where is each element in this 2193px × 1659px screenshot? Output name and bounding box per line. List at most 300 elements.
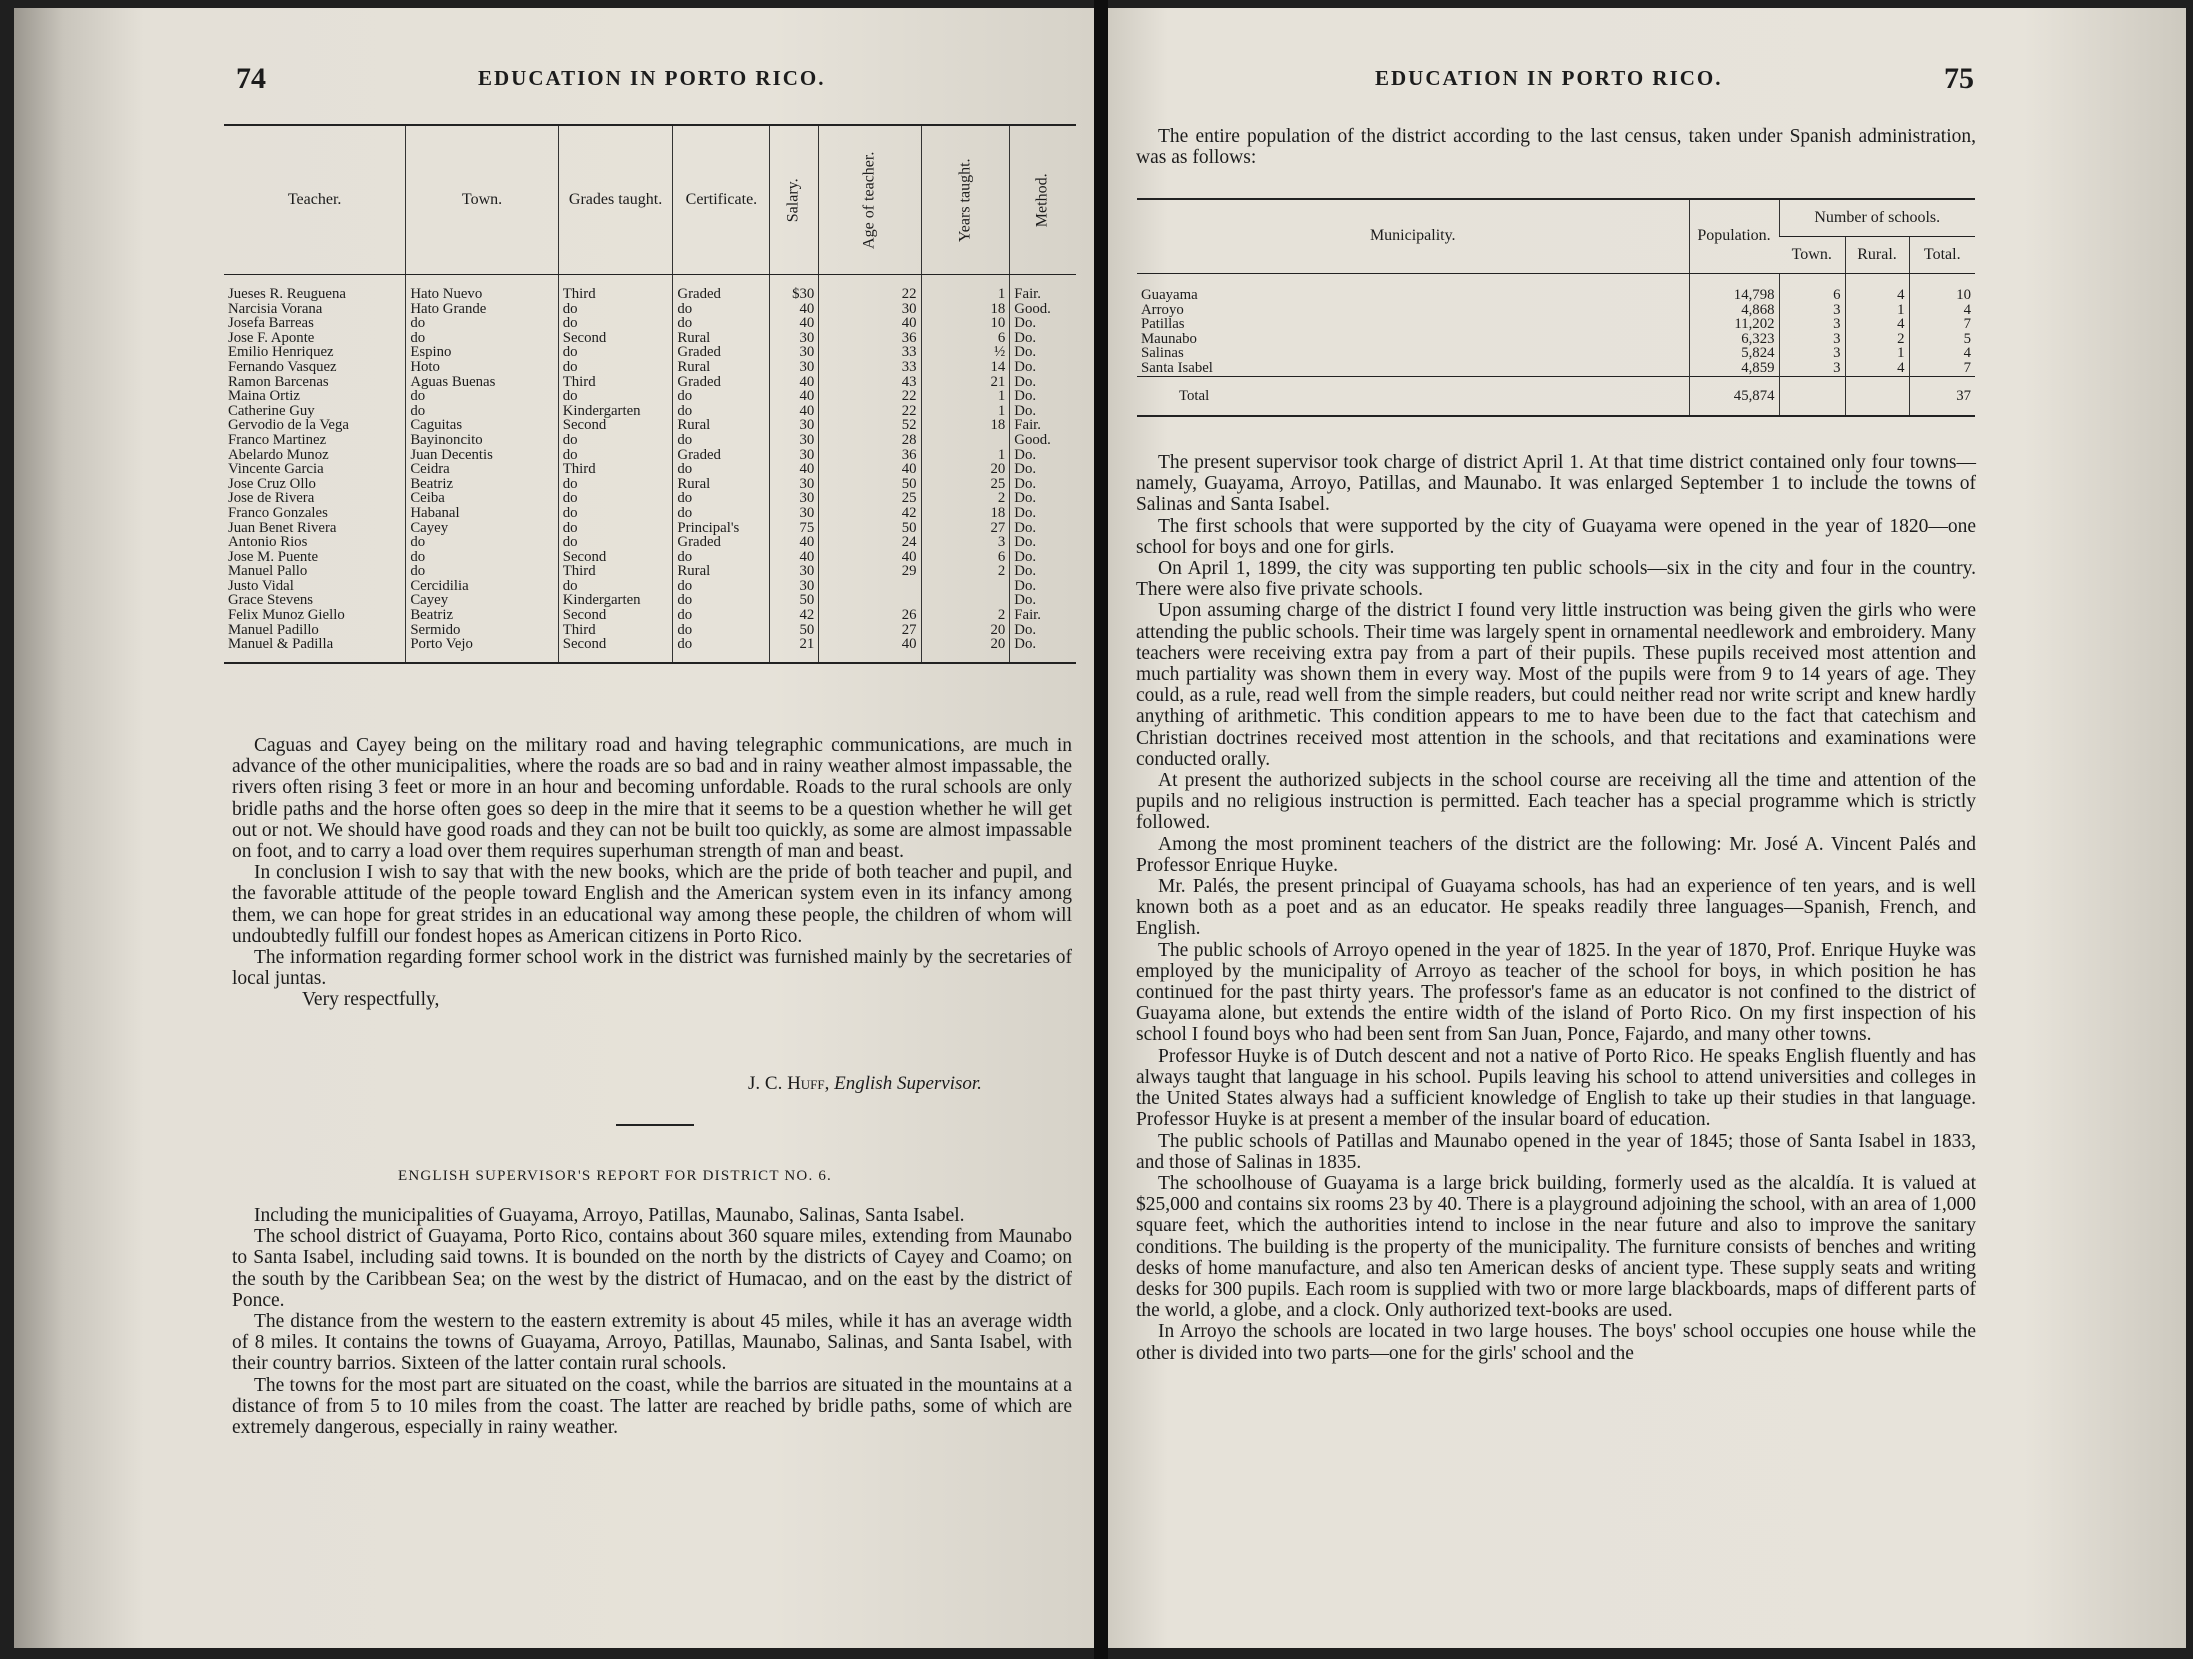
table-cell: 40 [770, 375, 819, 390]
table-cell: Abelardo Munoz [228, 447, 329, 463]
table-cell: Do. [1010, 331, 1076, 346]
table-cell: ½ [921, 345, 1010, 360]
table-cell: do [673, 404, 770, 419]
table-cell: 30 [770, 477, 819, 492]
table-cell: 30 [770, 360, 819, 375]
table-cell: do [558, 389, 673, 404]
table-cell: Do. [1010, 535, 1076, 550]
table-cell: 21 [921, 375, 1010, 390]
table-cell: 36 [819, 448, 921, 463]
table-cell: Emilio Henriquez [228, 345, 334, 360]
table-cell: 2 [1845, 332, 1909, 347]
teacher-table [224, 124, 1076, 664]
paragraph: The present supervisor took charge of district April 1. At that time district contained only four towns—namely, Guayama, Arroyo, Patillas, and Maunabo. It was enlarged September 1 to include the towns of Salinas and Santa Isabel. [1136, 452, 1976, 516]
table-cell: Good. [1010, 302, 1076, 317]
table-cell: Graded [673, 448, 770, 463]
table-row [224, 593, 1076, 608]
right-body-text [1136, 452, 1976, 1364]
table-cell: do [673, 433, 770, 448]
section-heading: ENGLISH SUPERVISOR'S REPORT FOR DISTRICT NO. 6. [398, 1168, 833, 1184]
table-cell: do [558, 535, 673, 550]
population-table [1137, 198, 1975, 417]
paragraph: Professor Huyke is of Dutch descent and not a native of Porto Rico. He speaks English fluently and has always taught that language in his school. Pupils leaving his school to attend universities and colleges in the United States always had a sufficient knowledge of English to take up their studies in that language. Professor Huyke is at present a member of the insular board of education. [1136, 1045, 1976, 1131]
table-cell: Rural [673, 418, 770, 433]
population-table-header [1137, 199, 1975, 237]
paragraph: On April 1, 1899, the city was supporting ten public schools—six in the city and four in the country. There were also five private schools. [1136, 558, 1976, 601]
table-cell: 1 [921, 275, 1010, 302]
paragraph: The public schools of Patillas and Maunabo opened in the year of 1845; those of Santa Isabel in 1833, and those of Salinas in 1835. [1136, 1130, 1976, 1173]
table-cell: 30 [770, 506, 819, 521]
table-cell: Ramon Barcenas [228, 374, 329, 390]
table-row [224, 579, 1076, 594]
table-row [224, 623, 1076, 638]
col-teacher: Teacher. [224, 125, 406, 275]
table-row [224, 564, 1076, 579]
table-cell: Third [558, 275, 673, 302]
table-cell: do [558, 302, 673, 317]
signature-title: English Supervisor. [834, 1073, 982, 1094]
left-body-text [232, 735, 1072, 1011]
table-cell: Cercidilia [406, 579, 558, 594]
table-cell: 5,824 [1689, 346, 1779, 361]
table-cell: 1 [1845, 303, 1909, 318]
table-row [224, 448, 1076, 463]
table-cell: 4 [1909, 303, 1975, 318]
table-cell: Kindergarten [558, 404, 673, 419]
table-cell: 3 [921, 535, 1010, 550]
table-cell: Kindergarten [558, 593, 673, 608]
table-cell: do [673, 491, 770, 506]
col-years: Years taught. [921, 125, 1010, 275]
paragraph: Among the most prominent teachers of the district are the following: Mr. José A. Vincent Palés and Professor Enrique Huyke. [1136, 833, 1976, 876]
table-cell: 6 [1779, 274, 1845, 303]
table-cell: 40 [770, 550, 819, 565]
table-cell: 22 [819, 404, 921, 419]
table-cell: 27 [819, 623, 921, 638]
table-cell: 52 [819, 418, 921, 433]
table-row [224, 462, 1076, 477]
paragraph: In Arroyo the schools are located in two large houses. The boys' school occupies one house while the other is divided into two parts—one for the girls' school and the [1136, 1321, 1976, 1364]
table-cell: 40 [819, 550, 921, 565]
table-row [1137, 332, 1975, 347]
table-cell: Gervodio de la Vega [228, 418, 349, 433]
table-cell: Sermido [406, 623, 558, 638]
table-cell: Second [558, 637, 673, 663]
table-row [224, 637, 1076, 663]
table-cell: 20 [921, 623, 1010, 638]
right-page-number: 75 [1944, 62, 1974, 95]
table-cell: Beatriz [406, 608, 558, 623]
table-cell: Do. [1010, 491, 1076, 506]
table-cell: Second [558, 608, 673, 623]
table-cell: do [673, 623, 770, 638]
table-cell: Do. [1010, 375, 1076, 390]
table-cell: 18 [921, 302, 1010, 317]
table-cell: do [673, 316, 770, 331]
table-cell: 1 [1845, 346, 1909, 361]
table-cell: 6 [921, 550, 1010, 565]
table-row [224, 491, 1076, 506]
table-cell: Hato Grande [406, 302, 558, 317]
total-rural [1845, 376, 1909, 416]
table-cell: 2 [921, 608, 1010, 623]
col-certificate: Certificate. [673, 125, 770, 275]
table-row [224, 535, 1076, 550]
table-cell: 25 [921, 477, 1010, 492]
paragraph: The public schools of Arroyo opened in the year of 1825. In the year of 1870, Prof. Enrique Huyke was employed by the municipality of Arroyo as teacher of the school for boys, in which position he has continued for the past thirty years. The professor's fame as an educator is not confined to the district of Guayama alone, but extends the entire width of the island of Porto Rico. On my first inspection of his school I found boys who had been sent from San Juan, Ponce, Fajardo, and many other towns. [1136, 939, 1976, 1046]
table-row [224, 316, 1076, 331]
table-cell: 30 [770, 418, 819, 433]
table-cell: Felix Munoz Giello [228, 608, 345, 623]
table-cell: Do. [1010, 623, 1076, 638]
table-cell: Do. [1010, 637, 1076, 663]
paragraph: The entire population of the district according to the last census, taken under Spanish administration, was as follows: [1136, 126, 1976, 169]
table-cell: 30 [770, 491, 819, 506]
table-cell [819, 579, 921, 594]
table-cell: do [406, 564, 558, 579]
table-cell: do [406, 331, 558, 346]
table-cell: 4,868 [1689, 303, 1779, 318]
table-cell: Third [558, 564, 673, 579]
table-cell: 3 [1779, 303, 1845, 318]
table-cell: do [558, 477, 673, 492]
table-cell: 27 [921, 521, 1010, 536]
table-cell [921, 579, 1010, 594]
table-cell: do [406, 535, 558, 550]
total-label: Total [1137, 376, 1689, 416]
book-gutter [1094, 0, 1108, 1659]
table-cell: do [673, 637, 770, 663]
table-cell: 30 [770, 331, 819, 346]
table-cell: Rural [673, 331, 770, 346]
table-cell: Do. [1010, 521, 1076, 536]
table-cell [921, 593, 1010, 608]
table-row [224, 550, 1076, 565]
col-town: Town. [406, 125, 558, 275]
table-cell: Juan Decentis [406, 448, 558, 463]
table-cell: 3 [1779, 317, 1845, 332]
table-row [1137, 361, 1975, 376]
table-cell: Aguas Buenas [406, 375, 558, 390]
table-cell: 43 [819, 375, 921, 390]
table-cell: 30 [770, 564, 819, 579]
table-cell: Rural [673, 477, 770, 492]
table-cell: 4,859 [1689, 361, 1779, 376]
table-cell: Josefa Barreas [228, 316, 314, 331]
table-cell: 40 [819, 316, 921, 331]
table-cell: 50 [770, 623, 819, 638]
table-row [224, 389, 1076, 404]
col-number-of-schools: Number of schools. [1779, 199, 1975, 237]
table-cell: do [673, 593, 770, 608]
closing: Very respectfully, [302, 989, 440, 1011]
paragraph: Upon assuming charge of the district I found very little instruction was being given the girls who were attending the public schools. Their time was largely spent in ornamental needlework and embroidery. Many teachers were receiving extra pay from a part of their pupils. These pupils received most attention and much partiality was shown them in every way. Most of the pupils were from 9 to 14 years of age. They could, as a rule, read well from the simple readers, but could neither read nor write script and knew hardly anything of arithmetic. This condition appears to me to have been due to the fact that catechism and Christian doctrines received most attention in the schools, and that recitations and examinations were conducted orally. [1136, 600, 1976, 770]
table-cell: do [673, 389, 770, 404]
table-cell: Do. [1010, 550, 1076, 565]
signature [748, 1073, 982, 1095]
table-cell: 6,323 [1689, 332, 1779, 347]
table-cell: 3 [1779, 361, 1845, 376]
table-cell: Do. [1010, 316, 1076, 331]
table-cell: Fair. [1010, 418, 1076, 433]
table-cell: Porto Vejo [406, 637, 558, 663]
table-cell: 30 [819, 302, 921, 317]
table-cell: Antonio Rios [228, 535, 308, 550]
table-cell: 40 [819, 462, 921, 477]
table-cell: Espino [406, 345, 558, 360]
table-cell: Catherine Guy [228, 403, 315, 419]
table-cell: 21 [770, 637, 819, 663]
table-cell: 50 [819, 477, 921, 492]
table-row [224, 275, 1076, 302]
table-cell: 3 [1779, 332, 1845, 347]
left-page-number: 74 [236, 62, 266, 95]
table-cell: Do. [1010, 579, 1076, 594]
paragraph: The distance from the western to the eastern extremity is about 45 miles, while it has an average width of 8 miles. It contains the towns of Guayama, Arroyo, Patillas, Maunabo, Salinas, and Santa Isabel, with their country barrios. Sixteen of the latter contain rural schools. [232, 1311, 1072, 1375]
table-cell: 40 [819, 637, 921, 663]
table-cell: Rural [673, 564, 770, 579]
table-cell: Juan Benet Rivera [228, 520, 337, 536]
right-running-head: EDUCATION IN PORTO RICO. [1375, 66, 1723, 90]
total-population: 45,874 [1689, 376, 1779, 416]
table-row [1137, 346, 1975, 361]
table-cell: Do. [1010, 389, 1076, 404]
table-cell: 20 [921, 462, 1010, 477]
table-cell: 29 [819, 564, 921, 579]
table-cell: 18 [921, 506, 1010, 521]
table-cell: Patillas [1141, 316, 1185, 333]
table-cell: 1 [921, 448, 1010, 463]
table-cell: Third [558, 375, 673, 390]
table-cell: do [558, 316, 673, 331]
table-cell: Franco Gonzales [228, 505, 328, 521]
table-cell: $30 [770, 275, 819, 302]
table-cell: do [673, 462, 770, 477]
table-cell: 4 [1909, 346, 1975, 361]
table-cell: Do. [1010, 404, 1076, 419]
table-row [224, 433, 1076, 448]
table-cell: Manuel Pallo [228, 564, 308, 579]
table-cell: Manuel Padillo [228, 622, 319, 638]
table-cell: do [406, 404, 558, 419]
table-row [1137, 274, 1975, 303]
table-cell: 30 [770, 579, 819, 594]
table-cell: Do. [1010, 564, 1076, 579]
table-cell: 42 [819, 506, 921, 521]
table-cell: do [673, 302, 770, 317]
paragraph: Including the municipalities of Guayama, Arroyo, Patillas, Maunabo, Salinas, Santa Isabel. [254, 1205, 965, 1226]
table-cell: 40 [770, 302, 819, 317]
population-intro [1136, 126, 1976, 168]
table-cell: 50 [770, 593, 819, 608]
col-method: Method. [1010, 125, 1076, 275]
table-cell: Jose F. Aponte [228, 330, 315, 346]
table-cell: 50 [819, 521, 921, 536]
col-town-schools: Town. [1779, 237, 1845, 274]
population-table-body [1137, 274, 1975, 377]
table-cell: Do. [1010, 593, 1076, 608]
table-cell: 20 [921, 637, 1010, 663]
table-row [1137, 317, 1975, 332]
table-cell: do [558, 360, 673, 375]
table-cell: 30 [770, 433, 819, 448]
table-row [224, 302, 1076, 317]
table-cell: do [673, 608, 770, 623]
table-cell: Rural [673, 360, 770, 375]
table-cell: Guayama [1141, 287, 1198, 303]
table-cell: Do. [1010, 345, 1076, 360]
table-row [224, 477, 1076, 492]
table-cell [921, 433, 1010, 448]
table-row [224, 345, 1076, 360]
table-cell: 11,202 [1689, 317, 1779, 332]
table-cell: 22 [819, 275, 921, 302]
table-cell: 5 [1909, 332, 1975, 347]
table-cell: Maunabo [1141, 330, 1197, 347]
col-grades: Grades taught. [558, 125, 673, 275]
table-cell: 30 [770, 448, 819, 463]
table-cell: Third [558, 462, 673, 477]
col-population: Population. [1689, 199, 1779, 274]
signature-name: J. C. Huff, [748, 1073, 830, 1094]
table-row [224, 521, 1076, 536]
table-cell: 2 [921, 491, 1010, 506]
paragraph: The schoolhouse of Guayama is a large brick building, formerly used as the alcaldía. It is valued at $25,000 and contains six rooms 23 by 40. There is a playground adjoining the school, with an area of 1,000 square feet, which the authorities intend to inclose in the near future and also to improve the sanitary conditions. The building is the property of the municipality. The furniture consists of benches and writing desks of home manufacture, and also ten American desks of ancient type. These supply seats and writing desks for 300 pupils. Each room is supplied with two or more large blackboards, maps of different parts of the world, a globe, and a clock. Only authorized text-books are used. [1136, 1172, 1976, 1322]
table-row [224, 375, 1076, 390]
table-row [224, 360, 1076, 375]
table-cell: 14 [921, 360, 1010, 375]
col-total-schools: Total. [1909, 237, 1975, 274]
col-age: Age of teacher. [819, 125, 921, 275]
paragraph: The information regarding former school work in the district was furnished mainly by the secretaries of local juntas. [232, 947, 1072, 990]
table-cell [819, 593, 921, 608]
table-cell: 22 [819, 389, 921, 404]
paragraph: The first schools that were supported by the city of Guayama were opened in the year of 1820—one school for boys and one for girls. [1136, 515, 1976, 558]
table-cell: Bayinoncito [406, 433, 558, 448]
left-running-head: EDUCATION IN PORTO RICO. [478, 66, 826, 90]
table-row [1137, 303, 1975, 318]
table-cell: Grace Stevens [228, 593, 314, 609]
table-cell: 26 [819, 608, 921, 623]
table-cell: Salinas [1141, 345, 1184, 362]
table-cell: Habanal [406, 506, 558, 521]
table-cell: 10 [1909, 274, 1975, 303]
table-cell: Caguitas [406, 418, 558, 433]
table-cell: do [558, 521, 673, 536]
table-cell: Third [558, 623, 673, 638]
table-row [224, 404, 1076, 419]
table-cell: Jose de Rivera [228, 491, 315, 506]
table-cell: do [406, 550, 558, 565]
table-cell: do [558, 345, 673, 360]
table-cell: 28 [819, 433, 921, 448]
paragraph: Caguas and Cayey being on the military road and having telegraphic communications, are much in advance of the other municipalities, where the roads are so bad and in rainy weather almost impassable, the rivers often rising 3 feet or more in an hour and becoming unfordable. Roads to the rural schools are only bridle paths and the horse often goes so deep in the mire that it seems to be a question whether he will get out or not. We should have good roads and they can not be built too quickly, as some are almost impassable on foot, and to carry a load over them requires superhuman strength of man and beast. [232, 735, 1072, 863]
paragraph: In conclusion I wish to say that with the new books, which are the pride of both teacher and pupil, and the favorable attitude of the people toward English and the American system even in its infancy among them, we can hope for great strides in an educational way among these people, the children of whom will undoubtedly fulfill our fondest hopes as American citizens in Porto Rico. [232, 862, 1072, 947]
table-row [224, 506, 1076, 521]
teacher-table-body [224, 275, 1076, 663]
paragraph: The towns for the most part are situated on the coast, while the barrios are situated in the mountains at a distance of from 5 to 10 miles from the coast. The latter are reached by bridle paths, some of which are extremely dangerous, especially in rainy weather. [232, 1374, 1072, 1439]
table-cell: do [673, 506, 770, 521]
table-cell: Manuel & Padilla [224, 637, 406, 663]
table-cell: 6 [921, 331, 1010, 346]
table-cell: do [673, 579, 770, 594]
table-cell: 1 [921, 389, 1010, 404]
table-cell: 33 [819, 345, 921, 360]
table-cell: 40 [770, 462, 819, 477]
paragraph: Mr. Palés, the present principal of Guayama schools, has had an experience of ten years, and is well known both as a poet and as an educator. He speaks readily three languages—Spanish, French, and English. [1136, 876, 1976, 940]
total-schools: 37 [1909, 376, 1975, 416]
teacher-table-header [224, 125, 1076, 275]
section-rule [616, 1124, 694, 1126]
table-cell: Fair. [1010, 275, 1076, 302]
table-cell: Maina Ortiz [228, 389, 300, 404]
table-cell: 7 [1909, 317, 1975, 332]
table-cell: Second [558, 418, 673, 433]
table-cell: Cayey [406, 521, 558, 536]
table-cell: 4 [1845, 317, 1909, 332]
table-cell: Do. [1010, 360, 1076, 375]
table-cell: 40 [770, 404, 819, 419]
table-cell: Hoto [406, 360, 558, 375]
col-rural-schools: Rural. [1845, 237, 1909, 274]
table-cell: Second [558, 550, 673, 565]
table-cell: Second [558, 331, 673, 346]
table-cell: Vincente Garcia [228, 462, 324, 477]
table-cell: Graded [673, 535, 770, 550]
table-cell: 3 [1779, 346, 1845, 361]
table-cell: Narcisia Vorana [228, 301, 323, 317]
table-cell: Franco Martinez [228, 432, 327, 448]
table-cell: Santa Isabel [1141, 359, 1213, 376]
col-salary: Salary. [770, 125, 819, 275]
table-cell: 18 [921, 418, 1010, 433]
paragraph: At present the authorized subjects in the school course are receiving all the time and attention of the pupils and no religious instruction is permitted. Each teacher has a special programme which is strictly followed. [1136, 770, 1976, 834]
table-cell: Ceiba [406, 491, 558, 506]
table-cell: do [558, 506, 673, 521]
table-cell: 36 [819, 331, 921, 346]
table-cell: Beatriz [406, 477, 558, 492]
table-cell: 75 [770, 521, 819, 536]
left-body-text-2 [232, 1205, 1072, 1438]
table-cell: 1 [921, 404, 1010, 419]
table-cell: Do. [1010, 477, 1076, 492]
table-cell: 40 [770, 535, 819, 550]
table-cell: Justo Vidal [228, 578, 294, 594]
table-cell: do [558, 433, 673, 448]
table-row [224, 331, 1076, 346]
table-cell: Fair. [1010, 608, 1076, 623]
table-cell: Do. [1010, 506, 1076, 521]
table-cell: do [406, 316, 558, 331]
table-cell: Ceidra [406, 462, 558, 477]
table-cell: Hato Nuevo [406, 275, 558, 302]
table-cell: Graded [673, 275, 770, 302]
table-cell: Good. [1010, 433, 1076, 448]
total-town [1779, 376, 1845, 416]
table-cell: Do. [1010, 448, 1076, 463]
table-cell: 4 [1845, 274, 1909, 303]
table-cell: Arroyo [1141, 301, 1184, 318]
table-cell: do [558, 579, 673, 594]
col-municipality: Municipality. [1137, 199, 1689, 274]
table-cell: 25 [819, 491, 921, 506]
table-cell: Cayey [406, 593, 558, 608]
table-cell: Jose M. Puente [228, 549, 319, 565]
table-cell: do [558, 448, 673, 463]
table-cell: 40 [770, 316, 819, 331]
table-cell: 24 [819, 535, 921, 550]
table-cell: Fernando Vasquez [228, 359, 337, 375]
